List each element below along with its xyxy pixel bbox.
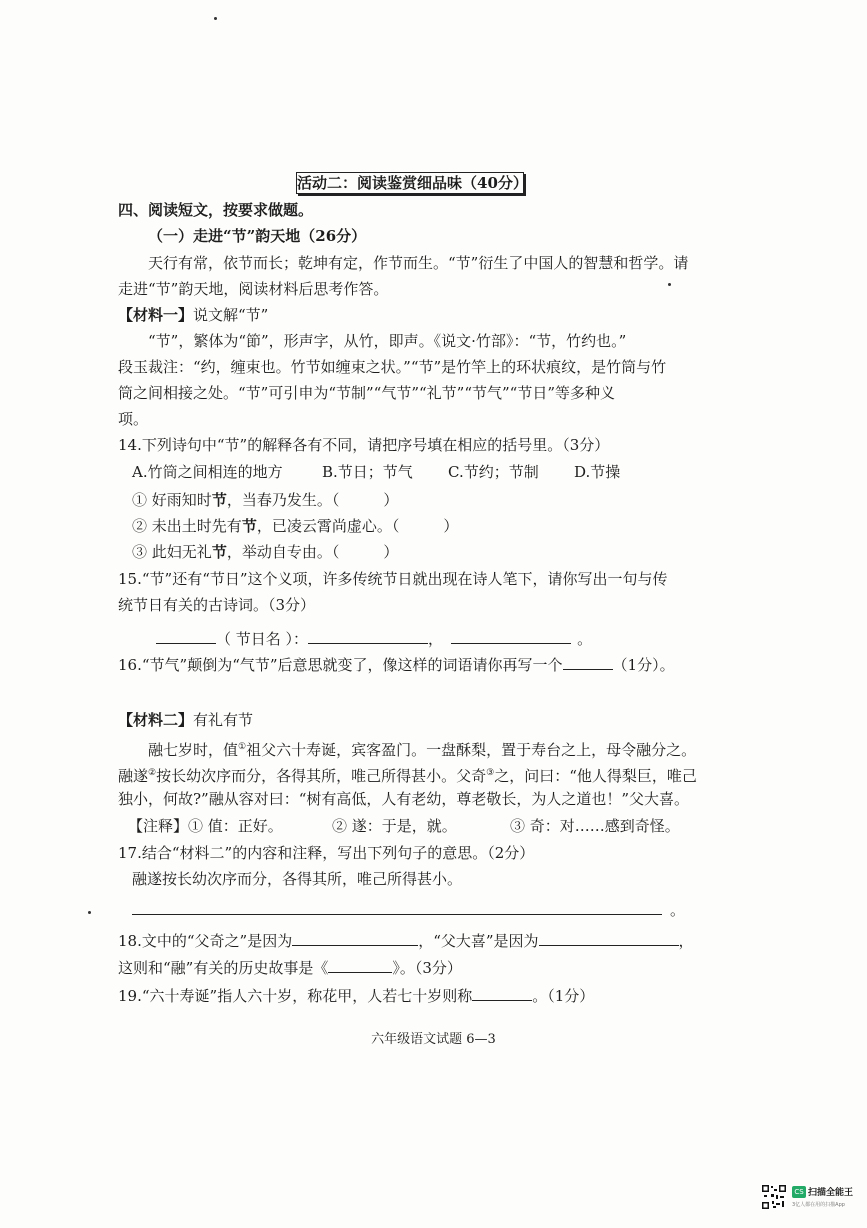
q14-item-3: ③ 此妇无礼节，举动自专由。（ ） [132,543,399,561]
intro-line: 走进“节”韵天地，阅读材料后思考作答。 [118,280,389,298]
material2-line: 融遂②按长幼次序而分，各得其所，唯己所得甚小。父奇③之，问曰：“他人得梨巨，唯己 [118,767,697,785]
scan-speck [88,911,91,914]
material2-line: 融七岁时，值①祖父六十寿诞，宾客盈门。一盘酥梨，置于寿台之上，母令融分之。 [148,741,697,759]
intro-line: 天行有常，依节而长；乾坤有定，作节而生。“节”衍生了中国人的智慧和哲学。请 [148,254,689,272]
q16: 16.“节气”颠倒为“气节”后意思就变了，像这样的词语请你再写一个 （1分）。 [118,656,675,674]
q18-line-1: 18.文中的“父奇之”是因为 ，“父大喜”是因为 ， [118,932,694,950]
material2-note-1: 【注释】① 值：正好。 [128,817,283,835]
q14-option-b: B.节日；节气 [322,463,413,481]
q14-option-d: D.节操 [574,463,621,481]
q14-option-c: C.节约；节制 [448,463,539,481]
q15-poem-blank-1[interactable] [308,628,428,644]
material1-title: 说文解“节” [193,306,269,324]
q17-stem: 17.结合“材料二”的内容和注释，写出下列句子的意思。（2分） [118,844,535,862]
q14-option-a: A.竹筒之间相连的地方 [132,463,283,481]
page-footer: 六年级语文试题 6—3 [371,1032,496,1047]
material2-header [118,710,253,730]
material2-label: 【材料二】 [118,711,194,729]
q15-poem-blank-2[interactable] [451,628,571,644]
part-heading: 四、阅读短文，按要求做题。 [118,201,314,219]
q19: 19.“六十寿诞”指人六十岁，称花甲，人若七十岁则称 。（1分） [118,987,595,1005]
q19-answer-blank[interactable] [472,985,532,1001]
qr-code-icon [761,1184,787,1210]
q14-stem: 14.下列诗句中“节”的解释各有不同，请把序号填在相应的括号里。（3分） [118,436,610,454]
material1-line: 项。 [118,410,149,428]
q15-festival-blank[interactable] [156,628,216,644]
q18-story-blank[interactable] [328,957,392,973]
material1-line: 段玉裁注：“约，缠束也。竹节如缠束之状。”“节”是竹竿上的环状痕纹，是竹筒与竹 [118,358,667,376]
material2-title: 有礼有节 [193,711,254,729]
scan-speck [214,17,217,20]
camscanner-logo-icon: CS [792,1186,806,1198]
q15-fill-row: （ 节日名 ）： ， 。 [156,628,592,649]
material1-header [118,305,268,325]
scan-speck [668,283,671,286]
material1-label: 【材料一】 [118,306,194,324]
material2-line: 独小，何故?”融从容对曰：“树有高低，人有老幼，尊老敬长，为人之道也！”父大喜。 [118,790,690,808]
material1-line: “节”，繁体为“節”，形声字，从竹，即声。《说文·竹部》：“节，竹约也。” [148,332,627,350]
material1-line: 筒之间相接之处。“节”可引申为“节制”“气节”“礼节”“节气”“节日”等多种义 [118,384,616,402]
watermark-brand: 扫描全能王 [808,1188,854,1198]
watermark-tagline: 3亿人都在用的扫描App [792,1202,845,1208]
sub-heading: （一）走进“节”韵天地（26分） [148,227,367,245]
material2-note-2: ② 遂：于是，就。 [332,817,457,835]
material2-note-3: ③ 奇：对……感到奇怪。 [510,817,680,835]
q14-item-2: ② 未出土时先有节，已凌云霄尚虚心。（ ） [132,517,459,535]
q17-sentence: 融遂按长幼次序而分，各得其所，唯己所得甚小。 [132,870,463,888]
q15-stem: 15.“节”还有“节日”这个义项，许多传统节日就出现在诗人笔下，请你写出一句与传 [118,570,668,588]
q17-answer-blank[interactable] [132,899,662,915]
q14-item-1: ① 好雨知时节，当春乃发生。（ ） [132,491,399,509]
q18-line-2: 这则和“融”有关的历史故事是《 》。（3分） [118,959,462,977]
q18-reason-blank-1[interactable] [292,930,418,946]
q18-reason-blank-2[interactable] [539,930,679,946]
q16-answer-blank[interactable] [563,654,613,670]
q17-answer-row: 。 [132,899,685,920]
section-title: 活动二：阅读鉴赏细品味（40分） [297,174,528,192]
q15-stem: 统节日有关的古诗词。（3分） [118,596,316,614]
